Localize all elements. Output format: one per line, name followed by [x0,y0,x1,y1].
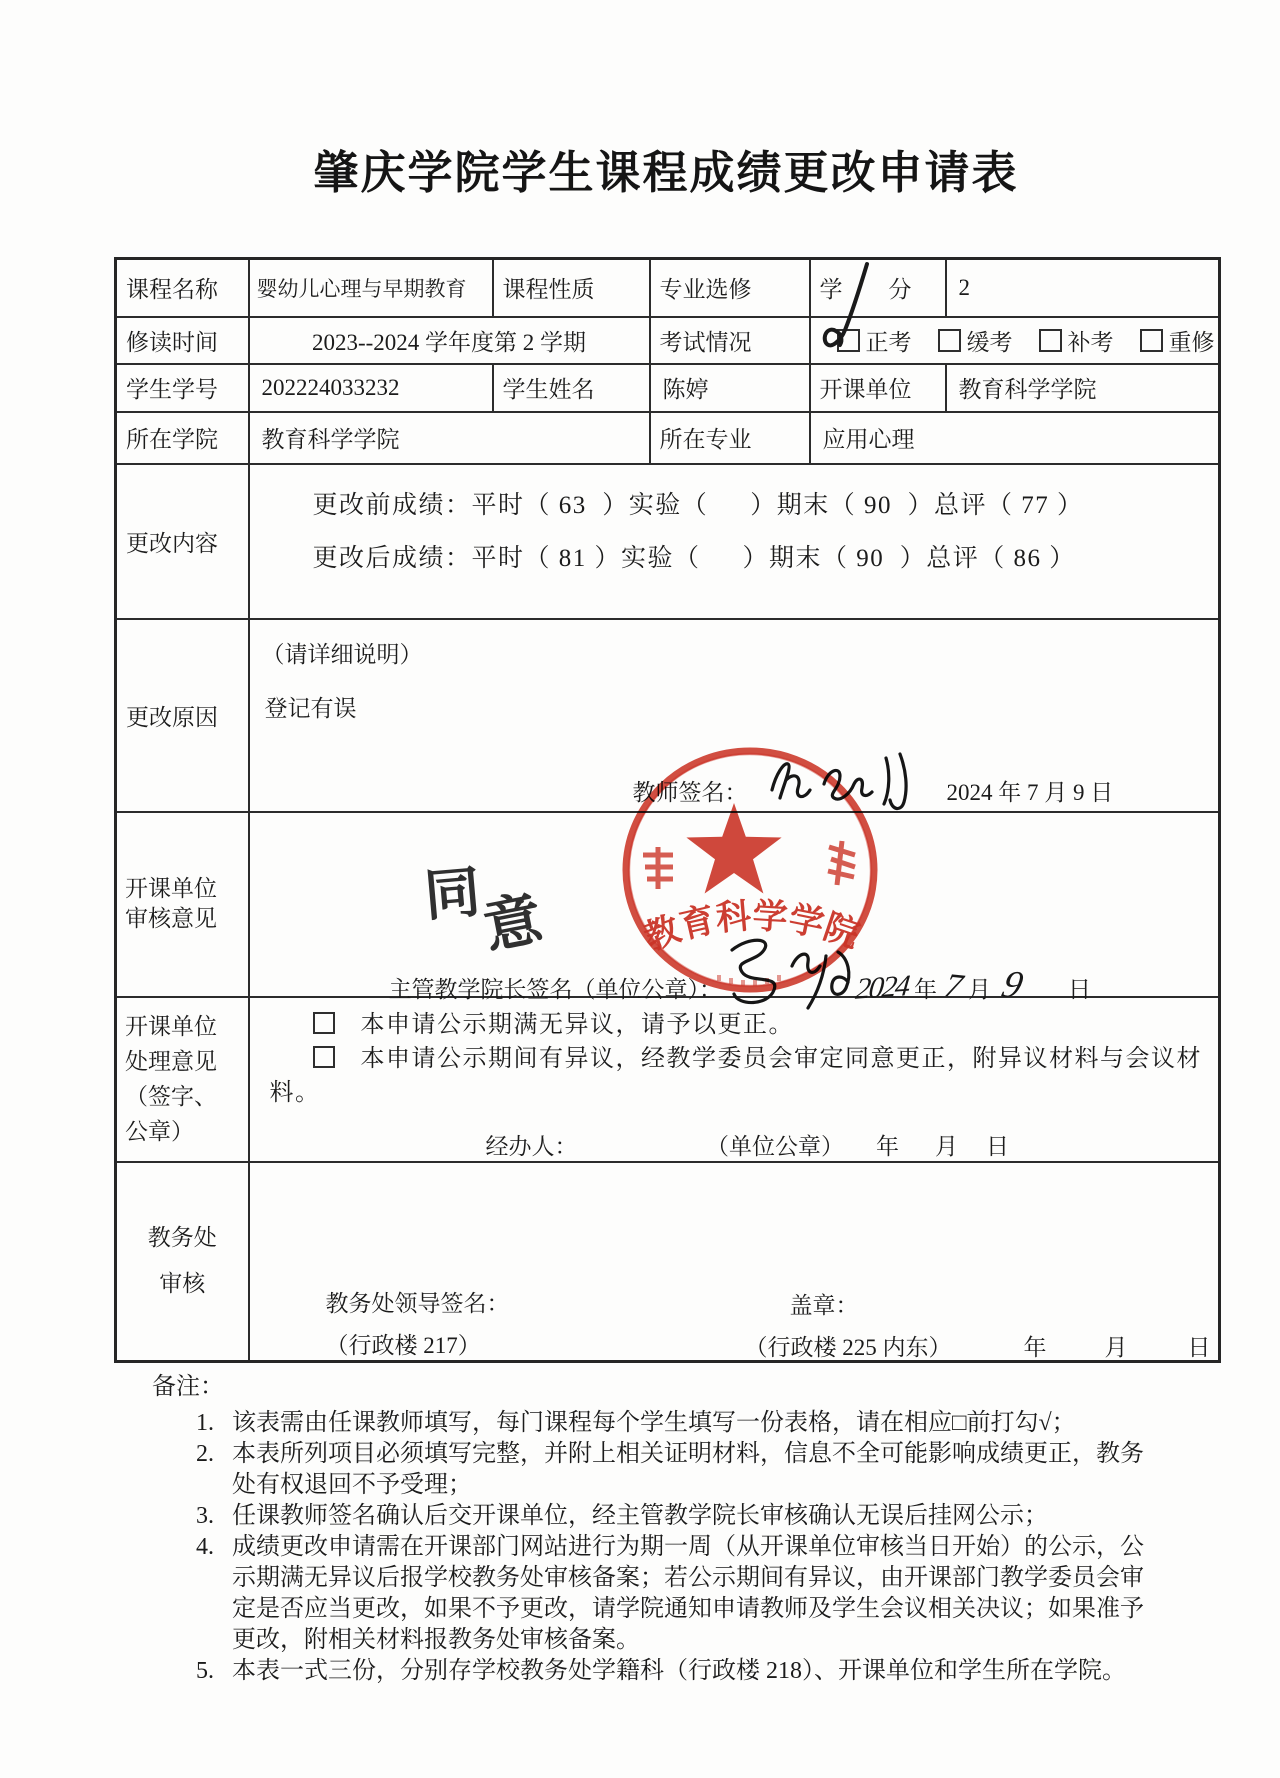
registrar-label-line: 审核 [159,1271,206,1297]
exam-option-label: 正考 [865,329,912,355]
unit-decision-label [116,997,249,1162]
checkbox-no-objection [313,1012,335,1034]
note-text: 本表所列项目必须填写完整，并附上相关证明材料，信息不全可能影响成绩更正，教务处有权退回不予受理； [232,1441,1144,1498]
stamp-star-icon [686,803,781,894]
month-unit: 月 [935,1133,958,1159]
table-row [116,317,1220,364]
note-text: 该表需由任课教师填写，每门课程每个学生填写一份表格，请在相应□前打勾√； [232,1410,1076,1436]
department-seal-stamp [617,743,883,999]
note-text: 本表一式三份，分别存学校教务处学籍科（行政楼 218）、开课单位和学生所在学院。 [232,1658,1126,1684]
change-content-label: 更改内容 [116,464,249,619]
day-unit: 日 [1068,976,1091,1002]
table-row [116,412,1220,464]
exam-option-label: 缓考 [966,329,1013,355]
dean-sign-label: 主管教学院长签名（单位公章）： [388,976,722,1002]
exam-option-deferred [938,324,1013,357]
day-unit: 日 [986,1133,1009,1159]
college-value: 教育科学学院 [249,412,650,464]
form-title: 肇庆学院学生课程成绩更改申请表 [313,147,1019,198]
unit-review-label-line: 审核意见 [125,906,217,931]
year-unit: 年 [914,976,937,1002]
unit-seal-label: （单位公章） [717,1133,844,1159]
checkbox-objection-resolved [313,1046,335,1068]
checkbox-deferred-exam [938,329,961,352]
unit-decision-cell [249,997,1220,1162]
unit-decision-label-line: 处理意见 [125,1049,217,1074]
course-name-label: 课程名称 [116,259,249,317]
course-type-value: 专业选修 [650,259,810,317]
course-name-value: 婴幼儿心理与早期教育 [249,259,493,317]
exam-status-label: 考试情况 [650,317,810,364]
student-name-label: 学生姓名 [493,364,650,412]
scores-before-line: 更改前成绩：平时（ 63 ）实验（ ）期末（ 90 ）总评（ 77 ） [312,491,1084,519]
credit-value: 2 [946,259,1220,317]
note-item [196,1408,1164,1439]
day-unit: 日 [1187,1334,1211,1360]
exam-option-label: 重修 [1168,329,1215,355]
handwritten-month: 7 [941,966,966,1006]
table-row [116,364,1220,412]
handwritten-checkmark [815,258,875,358]
student-name-value: 陈婷 [650,364,810,412]
notes-label: 备注： [152,1374,224,1400]
table-row [116,997,1220,1162]
note-number: 5. [196,1658,214,1684]
teacher-sign-label: 教师签名： [632,779,748,805]
exam-option-makeup [1039,324,1114,357]
unit-decision-label-line: （签字、 [125,1084,217,1109]
term-label: 修读时间 [116,317,249,364]
note-item [196,1439,1164,1501]
checkbox-makeup-exam [1039,329,1062,352]
note-number: 1. [196,1410,214,1436]
student-id-value: 202224033232 [249,364,493,412]
registrar-seal-label: 盖章： [789,1292,859,1318]
notes-section [152,1372,1164,1687]
unit-review-label [116,812,249,997]
registrar-sign-label: 教务处领导签名： [325,1290,510,1316]
note-text: 成绩更改申请需在开课部门网站进行为期一周（从开课单位审核当日开始）的公示，公示期满无异议后报学校教务处审核备案；若公示期间有异议，由开课部门教学委员会审定是否应当更改，如果不予更改，请学院通知申请教师及学生会议相关决议；如果准予更改，附相关材料报教务处审核备案。 [232,1534,1144,1653]
note-item [196,1656,1164,1687]
note-number: 4. [196,1534,214,1560]
registrar-label [116,1162,249,1362]
registrar-label-line: 教务处 [147,1225,217,1251]
registrar-sign-location: （行政楼 217） [325,1332,481,1358]
major-label: 所在专业 [650,412,810,464]
year-unit: 年 [876,1133,899,1159]
checkbox-retake [1140,329,1163,352]
operator-label: 经办人： [485,1133,578,1159]
change-content-cell [249,464,1220,619]
major-value: 应用心理 [810,412,1220,464]
stamp-bottom-text: 教育科学学院 [639,896,865,958]
year-unit: 年 [1023,1334,1047,1360]
note-text: 任课教师签名确认后交开课单位，经主管教学院长审核确认无误后挂网公示； [232,1503,1048,1529]
note-item [196,1532,1164,1656]
credit-label: 学 分 [810,259,946,317]
table-row [116,464,1220,619]
unit-decision-label-line: 公章） [125,1119,194,1144]
unit-decision-label-line: 开课单位 [125,1014,217,1039]
approval-opinion-handwriting: 意 [478,885,548,961]
table-row [116,1162,1220,1362]
operator-line [486,1128,1010,1161]
reason-text: 登记有误 [264,695,357,721]
reason-hint: （请详细说明） [261,641,423,667]
table-row [116,259,1220,317]
note-item [196,1501,1164,1532]
term-value: 2023--2024 学年度第 2 学期 [249,317,650,364]
decision-option-text: 本申请公示期间有异议，经教学委员会审定同意更正，附异议材料与会议材料。 [269,1045,1202,1106]
registrar-cell [249,1162,1220,1362]
decision-option-text: 本申请公示期满无异议，请予以更正。 [360,1011,794,1038]
registrar-seal-location: （行政楼 225 内东） [744,1334,952,1360]
month-unit: 月 [968,976,991,1002]
student-id-label: 学生学号 [116,364,249,412]
decision-option-2 [250,1042,1211,1110]
course-type-label: 课程性质 [493,259,650,317]
scores-after-line: 更改后成绩：平时（ 81 ）实验（ ）期末（ 90 ）总评（ 86 ） [312,544,1076,572]
registrar-date-line [1024,1329,1211,1362]
change-reason-label: 更改原因 [116,619,249,812]
handwritten-day: 9 [997,962,1028,1007]
offering-unit-label: 开课单位 [810,364,946,412]
teacher-sign-date: 2024 年 7 月 9 日 [946,779,1114,805]
handwritten-year: 2024 [854,968,911,1006]
exam-option-label: 补考 [1067,329,1114,355]
exam-option-retake [1140,324,1215,357]
note-number: 3. [196,1503,214,1529]
college-label: 所在学院 [116,412,249,464]
unit-review-label-line: 开课单位 [125,876,217,901]
note-number: 2. [196,1441,214,1467]
month-unit: 月 [1104,1334,1128,1360]
offering-unit-value: 教育科学学院 [946,364,1220,412]
approval-opinion-handwriting: 同 [421,861,484,929]
